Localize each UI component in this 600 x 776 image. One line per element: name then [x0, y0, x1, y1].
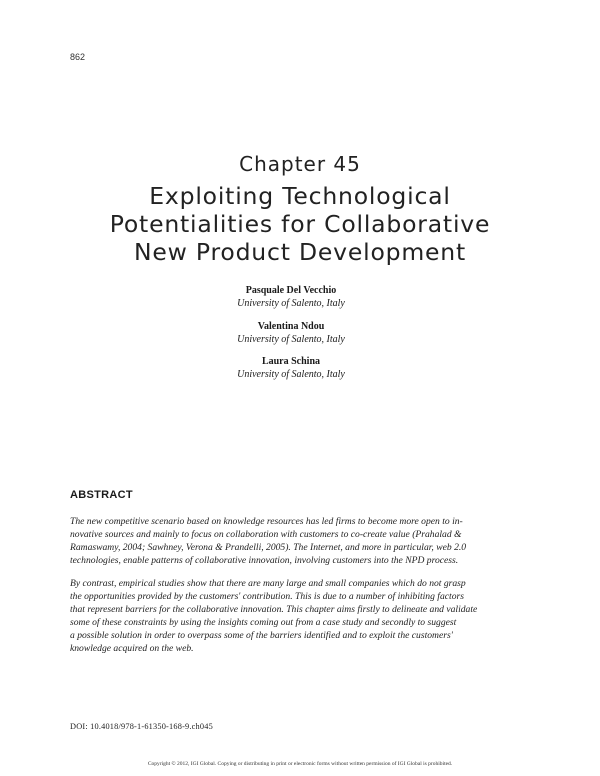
abstract-line: The new competitive scenario based on knowledge resources has led firms to become more open to in- [70, 516, 463, 527]
abstract-line: the opportunities provided by the customers' contribution. This is due to a number of inhibiting factors [70, 591, 464, 602]
abstract-paragraph-1 [70, 515, 530, 567]
author-name: Laura Schina [261, 356, 321, 367]
abstract-line: a possible solution in order to overpass some of the barriers identified and to exploit the customers' [70, 630, 453, 641]
chapter-label: Chapter 45 [239, 152, 361, 176]
chapter-title [40, 182, 560, 266]
author-affiliation: University of Salento, Italy [237, 298, 345, 309]
copyright-notice: Copyright © 2012, IGI Global. Copying or distributing in print or electronic forms without written permission of IGI Global is prohibited. [147, 761, 453, 767]
title-line: New Product Development [133, 238, 467, 266]
author-affiliation: University of Salento, Italy [237, 334, 345, 345]
title-line: Exploiting Technological [149, 182, 451, 210]
doi: DOI: 10.4018/978-1-61350-168-9.ch045 [70, 722, 213, 731]
abstract-line: novative sources and mainly to focus on collaboration with customers to co-create value (Prahalad & [70, 529, 462, 540]
title-line: Potentialities for Collaborative [109, 210, 491, 238]
abstract-line: technologies, enable patterns of collaborative innovation, involving customers into the NPD process. [70, 555, 459, 566]
abstract-line: that represent barriers for the collaborative innovation. This chapter aims firstly to delineate and validate [70, 604, 478, 615]
author-name: Pasquale Del Vecchio [245, 285, 337, 296]
abstract-line: Ramaswamy, 2004; Sawhney, Verona & Prandelli, 2005). The Internet, and more in particular, web 2.0 [70, 542, 467, 553]
abstract-line: By contrast, empirical studies show that there are many large and small companies which do not grasp [70, 578, 466, 589]
page-number: 862 [70, 52, 86, 62]
abstract-line: some of these constraints by using the insights coming out from a case study and secondly to suggest [70, 617, 457, 628]
abstract-paragraph-2 [70, 577, 530, 655]
author-block [0, 284, 582, 310]
author-block [0, 355, 582, 381]
author-name: Valentina Ndou [257, 321, 325, 332]
author-affiliation: University of Salento, Italy [237, 369, 345, 380]
author-block [0, 320, 582, 346]
abstract-heading: ABSTRACT [70, 489, 133, 501]
abstract-line: knowledge acquired on the web. [70, 643, 194, 654]
